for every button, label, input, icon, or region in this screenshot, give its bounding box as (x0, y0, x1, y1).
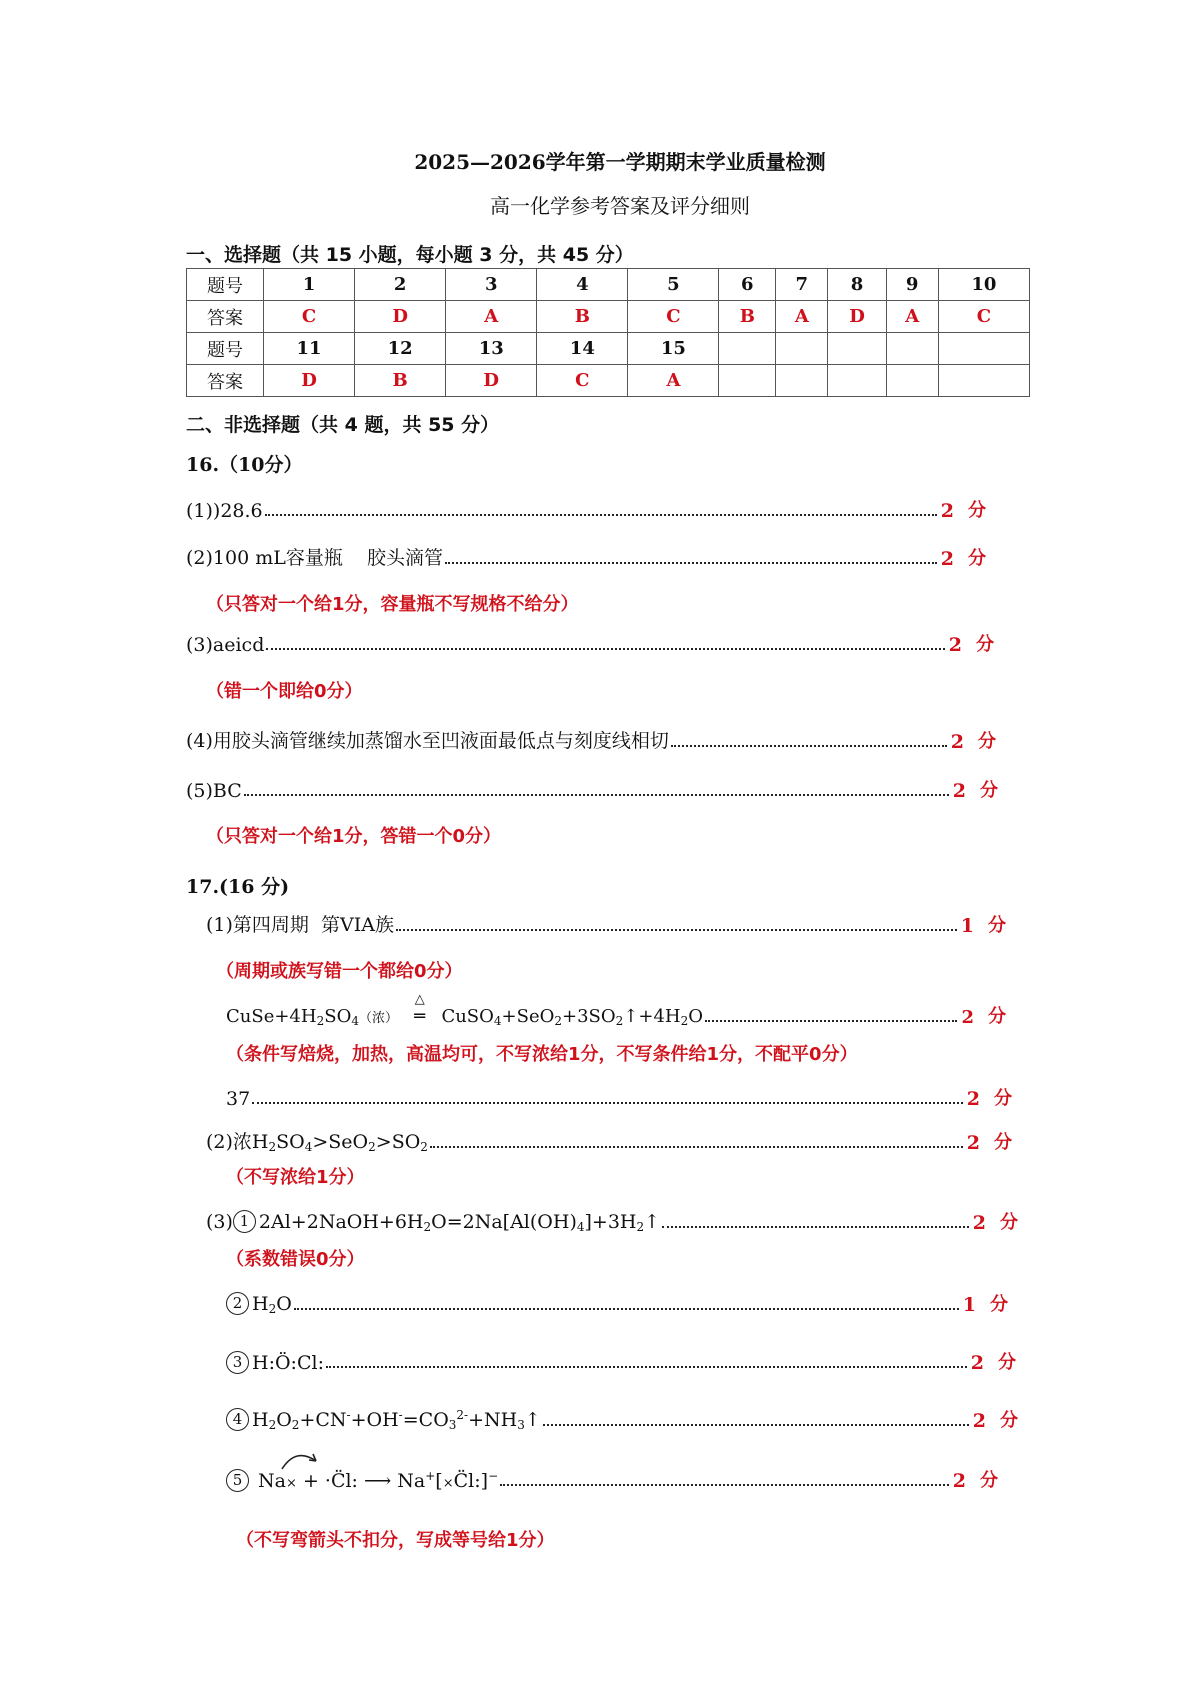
question-number-cell: 13 (446, 333, 537, 365)
q16-p3-answer: (3)aeicd (186, 634, 265, 656)
q17-p3a-score: 2 (972, 1212, 986, 1234)
q17-p3e (226, 1466, 998, 1492)
q17-p1-answer: (1)第四周期 第VIA族 (206, 914, 394, 936)
q16-p5-score: 2 (952, 780, 966, 802)
q17-p1-note: （周期或族写错一个都给0分） (216, 961, 463, 982)
q17-eq1 (226, 992, 1006, 1028)
q16-p3-note: （错一个即给0分） (206, 681, 363, 702)
answer-table (186, 268, 1030, 397)
q16-p4 (186, 726, 996, 753)
question-number-cell: 9 (886, 269, 938, 301)
q17-p2-score: 2 (966, 1132, 980, 1154)
answer-cell: D (446, 365, 537, 397)
q17-p1-score: 1 (960, 915, 974, 937)
question-number-cell: 2 (355, 269, 446, 301)
question-number-cell (886, 333, 938, 365)
answer-row-label: 答案 (187, 365, 264, 397)
q17-p3d-equation: 4 $H_2O_2+CN^-+OH^-=CO_3^{2-}+NH_3↑$ (226, 1408, 541, 1432)
score-unit: 分 (976, 634, 994, 655)
q17-p2 (206, 1127, 1012, 1154)
eq1-lhs: CuSe+4H (226, 1006, 317, 1027)
q16-p2-score: 2 (940, 548, 954, 570)
q16-p5-note: （只答对一个给1分，答错一个0分） (206, 826, 502, 847)
answer-cell: D (355, 301, 446, 333)
question-number-cell: 11 (264, 333, 355, 365)
q16-p1-score: 2 (940, 500, 954, 522)
question-number-cell: 4 (537, 269, 628, 301)
answer-cell: A (886, 301, 938, 333)
q17-eq1-equation: $CuSe+4H_2SO_4$（浓） △ ═ $CuSO_4+SeO_2+3SO_2↑+4H_2O$ (226, 992, 704, 1028)
circled-number: 3 (226, 1351, 249, 1374)
q17-p1c-answer: 37 (226, 1088, 251, 1110)
q16-title: 16.（10分） (186, 454, 303, 476)
question-row-label: 题号 (187, 269, 264, 301)
section2-heading: 二、非选择题（共 4 题，共 55 分） (186, 414, 500, 436)
q17-p3e-note: （不写弯箭头不扣分，写成等号给1分） (236, 1530, 555, 1551)
score-unit: 分 (998, 1352, 1016, 1373)
q17-p3b-score: 1 (962, 1294, 976, 1316)
question-number-cell (828, 333, 886, 365)
answer-cell: C (938, 301, 1029, 333)
table-row (187, 269, 1030, 301)
answer-cell: A (628, 365, 719, 397)
question-number-cell: 1 (264, 269, 355, 301)
answer-cell (776, 365, 828, 397)
eq1-condition: △ (414, 992, 425, 1007)
q17-p3c (226, 1348, 1016, 1374)
circled-number: 2 (226, 1292, 249, 1315)
score-unit: 分 (1000, 1410, 1018, 1431)
question-row-label: 题号 (187, 333, 264, 365)
table-row (187, 301, 1030, 333)
question-number-cell: 14 (537, 333, 628, 365)
q16-p1 (186, 496, 986, 522)
answer-cell (938, 365, 1029, 397)
document-title: 2025—2026学年第一学期期末学业质量检测 (414, 150, 826, 174)
answer-cell: D (264, 365, 355, 397)
question-number-cell: 3 (446, 269, 537, 301)
q16-p3-score: 2 (948, 634, 962, 656)
q16-p4-score: 2 (950, 731, 964, 753)
answer-cell (828, 365, 886, 397)
answer-cell (719, 365, 776, 397)
table-row (187, 333, 1030, 365)
answer-cell: C (628, 301, 719, 333)
q17-p2-answer: (2)浓$H_2SO_4>SeO_2>SO_2$ (206, 1131, 428, 1154)
q17-title: 17.(16 分) (186, 876, 290, 898)
answer-row-label: 答案 (187, 301, 264, 333)
q17-eq1-score: 2 (961, 1007, 974, 1028)
score-unit: 分 (968, 548, 986, 569)
q17-p2-note: （不写浓给1分） (226, 1167, 365, 1188)
electron-formula: H:Ö:Cl: (252, 1352, 324, 1374)
q17-p3d (226, 1406, 1018, 1432)
score-unit: 分 (990, 1294, 1008, 1315)
q17-p3a-equation: (3) 1 $2Al+2NaOH+6H_2O=2Na[Al(OH)_4]+3H_2↑$ (206, 1211, 661, 1234)
question-number-cell: 10 (938, 269, 1029, 301)
q17-p3a (206, 1208, 1018, 1234)
answer-cell: A (776, 301, 828, 333)
p3-label: (3) (206, 1211, 233, 1233)
q16-p2-answer: (2)100 mL容量瓶 胶头滴管 (186, 547, 444, 569)
q17-p3b-answer: 2 $H_2O$ (226, 1292, 292, 1316)
q17-p3b (226, 1290, 1008, 1316)
answer-cell: D (828, 301, 886, 333)
q16-p3 (186, 630, 994, 656)
q17-p1 (206, 910, 1006, 937)
question-number-cell: 12 (355, 333, 446, 365)
score-unit: 分 (988, 1006, 1006, 1027)
q17-p3e-score: 2 (952, 1470, 966, 1492)
score-unit: 分 (988, 915, 1006, 936)
q16-p5 (186, 776, 998, 802)
table-row (187, 365, 1030, 397)
question-number-cell: 6 (719, 269, 776, 301)
question-number-cell (719, 333, 776, 365)
q17-p3e-equation: 5 Na× + ·C̈l: ⟶ Na+[×C̈l:]− (226, 1469, 498, 1492)
score-unit: 分 (980, 1470, 998, 1491)
score-unit: 分 (1000, 1212, 1018, 1233)
question-number-cell: 7 (776, 269, 828, 301)
answer-cell: C (537, 365, 628, 397)
question-number-cell: 8 (828, 269, 886, 301)
circled-number: 1 (233, 1210, 256, 1233)
circled-number: 4 (226, 1408, 249, 1431)
q17-p1c (226, 1084, 1012, 1110)
score-unit: 分 (994, 1132, 1012, 1153)
answer-cell: B (537, 301, 628, 333)
q17-p3c-score: 2 (970, 1352, 984, 1374)
q17-p3d-score: 2 (972, 1410, 986, 1432)
circled-number: 5 (226, 1469, 249, 1492)
answer-cell: B (719, 301, 776, 333)
question-number-cell (938, 333, 1029, 365)
q16-p1-answer: (1))28.6 (186, 500, 263, 522)
q17-p3a-note: （系数错误0分） (226, 1249, 365, 1270)
q17-p3c-answer (226, 1351, 324, 1374)
q16-p2-note: （只答对一个给1分，容量瓶不写规格不给分） (206, 594, 579, 615)
score-unit: 分 (968, 500, 986, 521)
q16-p4-answer: (4)用胶头滴管继续加蒸馏水至凹液面最低点与刻度线相切 (186, 730, 669, 752)
eq1-conc: （浓） (358, 1011, 398, 1026)
q16-p5-answer: (5)BC (186, 780, 242, 802)
score-unit: 分 (978, 731, 996, 752)
score-unit: 分 (994, 1088, 1012, 1109)
document-subtitle: 高一化学参考答案及评分细则 (490, 194, 750, 218)
answer-cell: B (355, 365, 446, 397)
score-unit: 分 (980, 780, 998, 801)
q17-eq1-note: （条件写焙烧，加热，高温均可，不写浓给1分，不写条件给1分，不配平0分） (226, 1044, 858, 1065)
question-number-cell: 15 (628, 333, 719, 365)
question-number-cell (776, 333, 828, 365)
p2-prefix: (2)浓 (206, 1131, 252, 1153)
q17-p1c-score: 2 (966, 1088, 980, 1110)
curved-arrow-icon (278, 1449, 324, 1471)
section1-heading: 一、选择题（共 15 小题，每小题 3 分，共 45 分） (186, 244, 634, 266)
answer-cell: A (446, 301, 537, 333)
answer-cell: C (264, 301, 355, 333)
question-number-cell: 5 (628, 269, 719, 301)
answer-cell (886, 365, 938, 397)
q16-p2 (186, 543, 986, 570)
